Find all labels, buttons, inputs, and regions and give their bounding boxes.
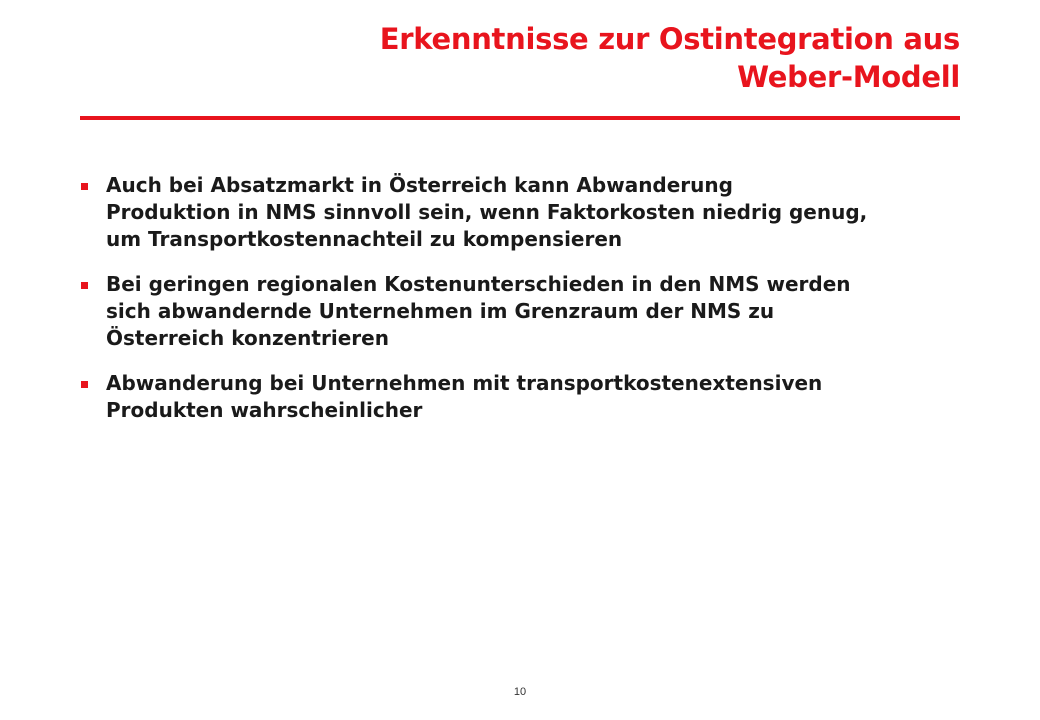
title-underline [80, 116, 960, 120]
slide-title [100, 20, 960, 96]
square-bullet-icon [81, 183, 88, 190]
bullet-line: Auch bei Absatzmarkt in Österreich kann Abwanderung [106, 173, 733, 197]
bullet-line: Österreich konzentrieren [106, 326, 389, 350]
bullet-line: Produkten wahrscheinlicher [106, 398, 423, 422]
bullet-item [78, 172, 978, 253]
bullet-line: Produktion in NMS sinnvoll sein, wenn Faktorkosten niedrig genug, [106, 200, 868, 224]
bullet-item [78, 370, 978, 424]
slide-title-line-1: Erkenntnisse zur Ostintegration aus [379, 22, 960, 56]
bullet-line: sich abwandernde Unternehmen im Grenzraum der NMS zu [106, 299, 775, 323]
bullet-list [78, 172, 978, 442]
page-number: 10 [513, 686, 527, 698]
square-bullet-icon [81, 381, 88, 388]
bullet-line: um Transportkostennachteil zu kompensieren [106, 227, 623, 251]
square-bullet-icon [81, 282, 88, 289]
bullet-line: Abwanderung bei Unternehmen mit transportkostenextensiven [106, 371, 823, 395]
slide-title-line-2: Weber-Modell [737, 60, 960, 94]
bullet-line: Bei geringen regionalen Kostenunterschieden in den NMS werden [106, 272, 851, 296]
bullet-item [78, 271, 978, 352]
